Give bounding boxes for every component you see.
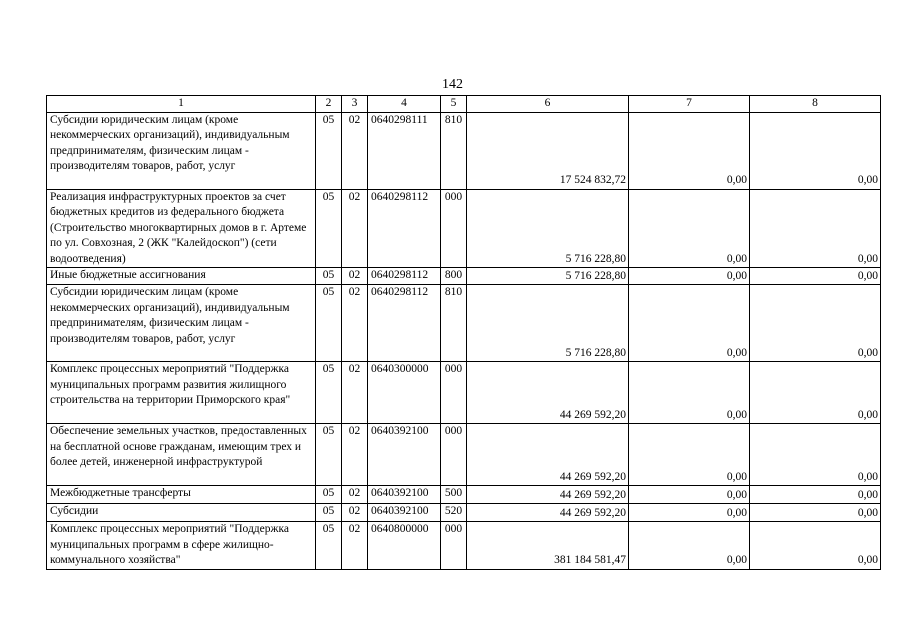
amount-col6: 381 184 581,47 (467, 522, 629, 570)
subsection-code: 02 (342, 486, 368, 504)
subsection-code: 02 (342, 504, 368, 522)
table-row (47, 424, 881, 486)
expense-type-code: 000 (441, 424, 467, 486)
subsection-code: 02 (342, 424, 368, 486)
target-article-code: 0640298111 (368, 112, 441, 189)
amount-col6: 5 716 228,80 (467, 268, 629, 285)
row-name: Реализация инфраструктурных проектов за счет бюджетных кредитов из федерального бюджета (Строительство многоквартирных домов в г. Артеме по ул. Совхозная, 2 (ЖК "Калейдоскоп") (сети водоотведения) (47, 189, 316, 268)
section-code: 05 (316, 112, 342, 189)
table-row (47, 285, 881, 362)
section-code: 05 (316, 362, 342, 424)
amount-col8: 0,00 (750, 424, 881, 486)
row-name: Субсидии юридическим лицам (кроме некоммерческих организаций), индивидуальным предпринимателям, физическим лицам - производителям товаров, работ, услуг (47, 112, 316, 189)
target-article-code: 0640298112 (368, 189, 441, 268)
target-article-code: 0640298112 (368, 268, 441, 285)
section-code: 05 (316, 522, 342, 570)
section-code: 05 (316, 189, 342, 268)
target-article-code: 0640392100 (368, 486, 441, 504)
amount-col6: 44 269 592,20 (467, 362, 629, 424)
amount-col8: 0,00 (750, 522, 881, 570)
amount-col8: 0,00 (750, 112, 881, 189)
subsection-code: 02 (342, 522, 368, 570)
amount-col6: 44 269 592,20 (467, 486, 629, 504)
amount-col6: 17 524 832,72 (467, 112, 629, 189)
amount-col6: 5 716 228,80 (467, 189, 629, 268)
target-article-code: 0640298112 (368, 285, 441, 362)
target-article-code: 0640392100 (368, 424, 441, 486)
table-row (47, 522, 881, 570)
row-name: Комплекс процессных мероприятий "Поддержка муниципальных программ развития жилищного строительства на территории Приморского края" (47, 362, 316, 424)
table-header-row (47, 96, 881, 113)
budget-table (46, 95, 881, 570)
table-row (47, 362, 881, 424)
table-row (47, 504, 881, 522)
amount-col8: 0,00 (750, 504, 881, 522)
expense-type-code: 000 (441, 362, 467, 424)
row-name: Межбюджетные трансферты (47, 486, 316, 504)
subsection-code: 02 (342, 189, 368, 268)
amount-col7: 0,00 (629, 424, 750, 486)
amount-col8: 0,00 (750, 362, 881, 424)
amount-col6: 44 269 592,20 (467, 424, 629, 486)
row-name: Иные бюджетные ассигнования (47, 268, 316, 285)
section-code: 05 (316, 486, 342, 504)
amount-col7: 0,00 (629, 486, 750, 504)
amount-col8: 0,00 (750, 486, 881, 504)
target-article-code: 0640800000 (368, 522, 441, 570)
target-article-code: 0640392100 (368, 504, 441, 522)
section-code: 05 (316, 504, 342, 522)
amount-col8: 0,00 (750, 268, 881, 285)
column-header-4: 4 (368, 96, 441, 113)
amount-col8: 0,00 (750, 189, 881, 268)
target-article-code: 0640300000 (368, 362, 441, 424)
expense-type-code: 000 (441, 522, 467, 570)
amount-col8: 0,00 (750, 285, 881, 362)
subsection-code: 02 (342, 285, 368, 362)
amount-col7: 0,00 (629, 268, 750, 285)
amount-col7: 0,00 (629, 504, 750, 522)
amount-col7: 0,00 (629, 522, 750, 570)
page-number: 142 (442, 77, 463, 92)
column-header-3: 3 (342, 96, 368, 113)
column-header-8: 8 (750, 96, 881, 113)
section-code: 05 (316, 285, 342, 362)
expense-type-code: 520 (441, 504, 467, 522)
column-header-5: 5 (441, 96, 467, 113)
subsection-code: 02 (342, 268, 368, 285)
amount-col7: 0,00 (629, 285, 750, 362)
row-name: Обеспечение земельных участков, предоставленных на бесплатной основе гражданам, имеющим трех и более детей, инженерной инфраструктурой (47, 424, 316, 486)
row-name: Субсидии (47, 504, 316, 522)
expense-type-code: 810 (441, 112, 467, 189)
amount-col7: 0,00 (629, 112, 750, 189)
table-row (47, 268, 881, 285)
expense-type-code: 500 (441, 486, 467, 504)
column-header-6: 6 (467, 96, 629, 113)
table-row (47, 486, 881, 504)
table-row (47, 189, 881, 268)
row-name: Субсидии юридическим лицам (кроме некоммерческих организаций), индивидуальным предпринимателям, физическим лицам - производителям товаров, работ, услуг (47, 285, 316, 362)
amount-col6: 44 269 592,20 (467, 504, 629, 522)
section-code: 05 (316, 424, 342, 486)
row-name: Комплекс процессных мероприятий "Поддержка муниципальных программ в сфере жилищно-коммунального хозяйства" (47, 522, 316, 570)
section-code: 05 (316, 268, 342, 285)
amount-col6: 5 716 228,80 (467, 285, 629, 362)
expense-type-code: 000 (441, 189, 467, 268)
expense-type-code: 800 (441, 268, 467, 285)
table-row (47, 112, 881, 189)
subsection-code: 02 (342, 362, 368, 424)
expense-type-code: 810 (441, 285, 467, 362)
column-header-2: 2 (316, 96, 342, 113)
subsection-code: 02 (342, 112, 368, 189)
column-header-7: 7 (629, 96, 750, 113)
amount-col7: 0,00 (629, 362, 750, 424)
column-header-1: 1 (47, 96, 316, 113)
amount-col7: 0,00 (629, 189, 750, 268)
